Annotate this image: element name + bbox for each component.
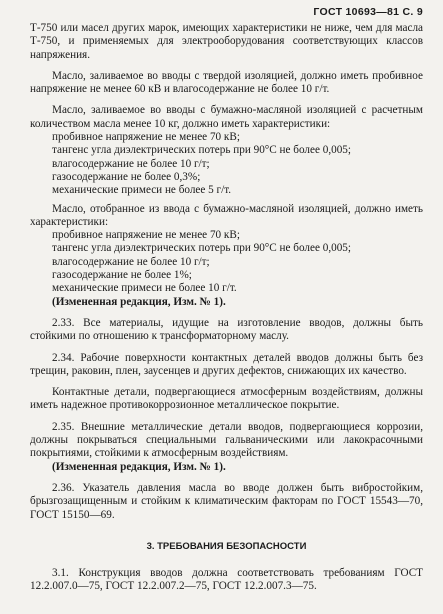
amendment-note: (Измененная редакция, Изм. № 1). <box>52 295 226 308</box>
paragraph-solid-insulation-oil: Масло, заливаемое во вводы с твердой изоляцией, должно иметь пробивное напряжение не менее 60 кВ и влагосодержание не более 10 г/т. <box>30 69 423 96</box>
paragraph-continued: Т-750 или масел других марок, имеющих характеристики не ниже, чем для масла Т-750, и применяемых для электрооборудования соответствующих классов напряжения. <box>30 22 423 61</box>
list1-item: газосодержание не более 0,3%; <box>52 170 201 183</box>
paragraph-sampled-oil: Масло, отобранное из ввода с бумажно-масляной изоляцией, должно иметь характеристики: <box>30 202 423 228</box>
clause-2-35: 2.35. Внешние металлические детали вводов, подвергающиеся коррозии, должны покрываться специальными гальваническими или лакокрасочными покрытиями, стойкими к атмосферным воздействиям. <box>30 420 423 460</box>
list1-item: пробивное напряжение не менее 70 кВ; <box>52 131 240 144</box>
list1-item: тангенс угла диэлектрических потерь при 90°С не более 0,005; <box>52 144 352 157</box>
clause-2-36: 2.36. Указатель давления масла во вводе должен быть вибростойким, брызгозащищенным и стойким к климатическим факторам по ГОСТ 15543—70, ГОСТ 15150—69. <box>30 481 423 521</box>
list1-item: влагосодержание не более 10 г/т; <box>52 157 210 170</box>
list2-item: газосодержание не более 1%; <box>52 269 192 282</box>
list2-item: влагосодержание не более 10 г/т; <box>52 255 210 268</box>
amendment-note: (Измененная редакция, Изм. № 1). <box>52 460 226 473</box>
list2-item: пробивное напряжение не менее 70 кВ; <box>52 229 240 242</box>
clause-3-1: 3.1. Конструкция вводов должна соответствовать требованиям ГОСТ 12.2.007.0—75, ГОСТ 12.2.007.2—75, ГОСТ 12.2.007.3—75. <box>30 567 423 593</box>
list2-item: механические примеси не более 10 г/т. <box>52 282 237 295</box>
clause-2-33: 2.33. Все материалы, идущие на изготовление вводов, должны быть стойкими по отношению к трансформаторному маслу. <box>30 316 423 343</box>
list1-item: механические примеси не более 5 г/т. <box>52 184 232 197</box>
paragraph-paper-oil-insulation: Масло, заливаемое во вводы с бумажно-масляной изоляцией с расчетным количеством масла менее 10 кг, должно иметь характеристики: <box>30 104 423 130</box>
section-heading: 3. ТРЕБОВАНИЯ БЕЗОПАСНОСТИ <box>146 540 307 552</box>
clause-2-34: 2.34. Рабочие поверхности контактных деталей вводов должны быть без трещин, раковин, плен, заусенцев и других дефектов, снижающих их качество. <box>30 351 423 377</box>
list2-item: тангенс угла диэлектрических потерь при 90°С не более 0,005; <box>52 242 352 255</box>
clause-2-34-contacts: Контактные детали, подвергающиеся атмосферным воздействиям, должны иметь надежное противокоррозионное металлическое покрытие. <box>30 386 423 412</box>
page-header: ГОСТ 10693—81 С. 9 <box>313 6 423 18</box>
